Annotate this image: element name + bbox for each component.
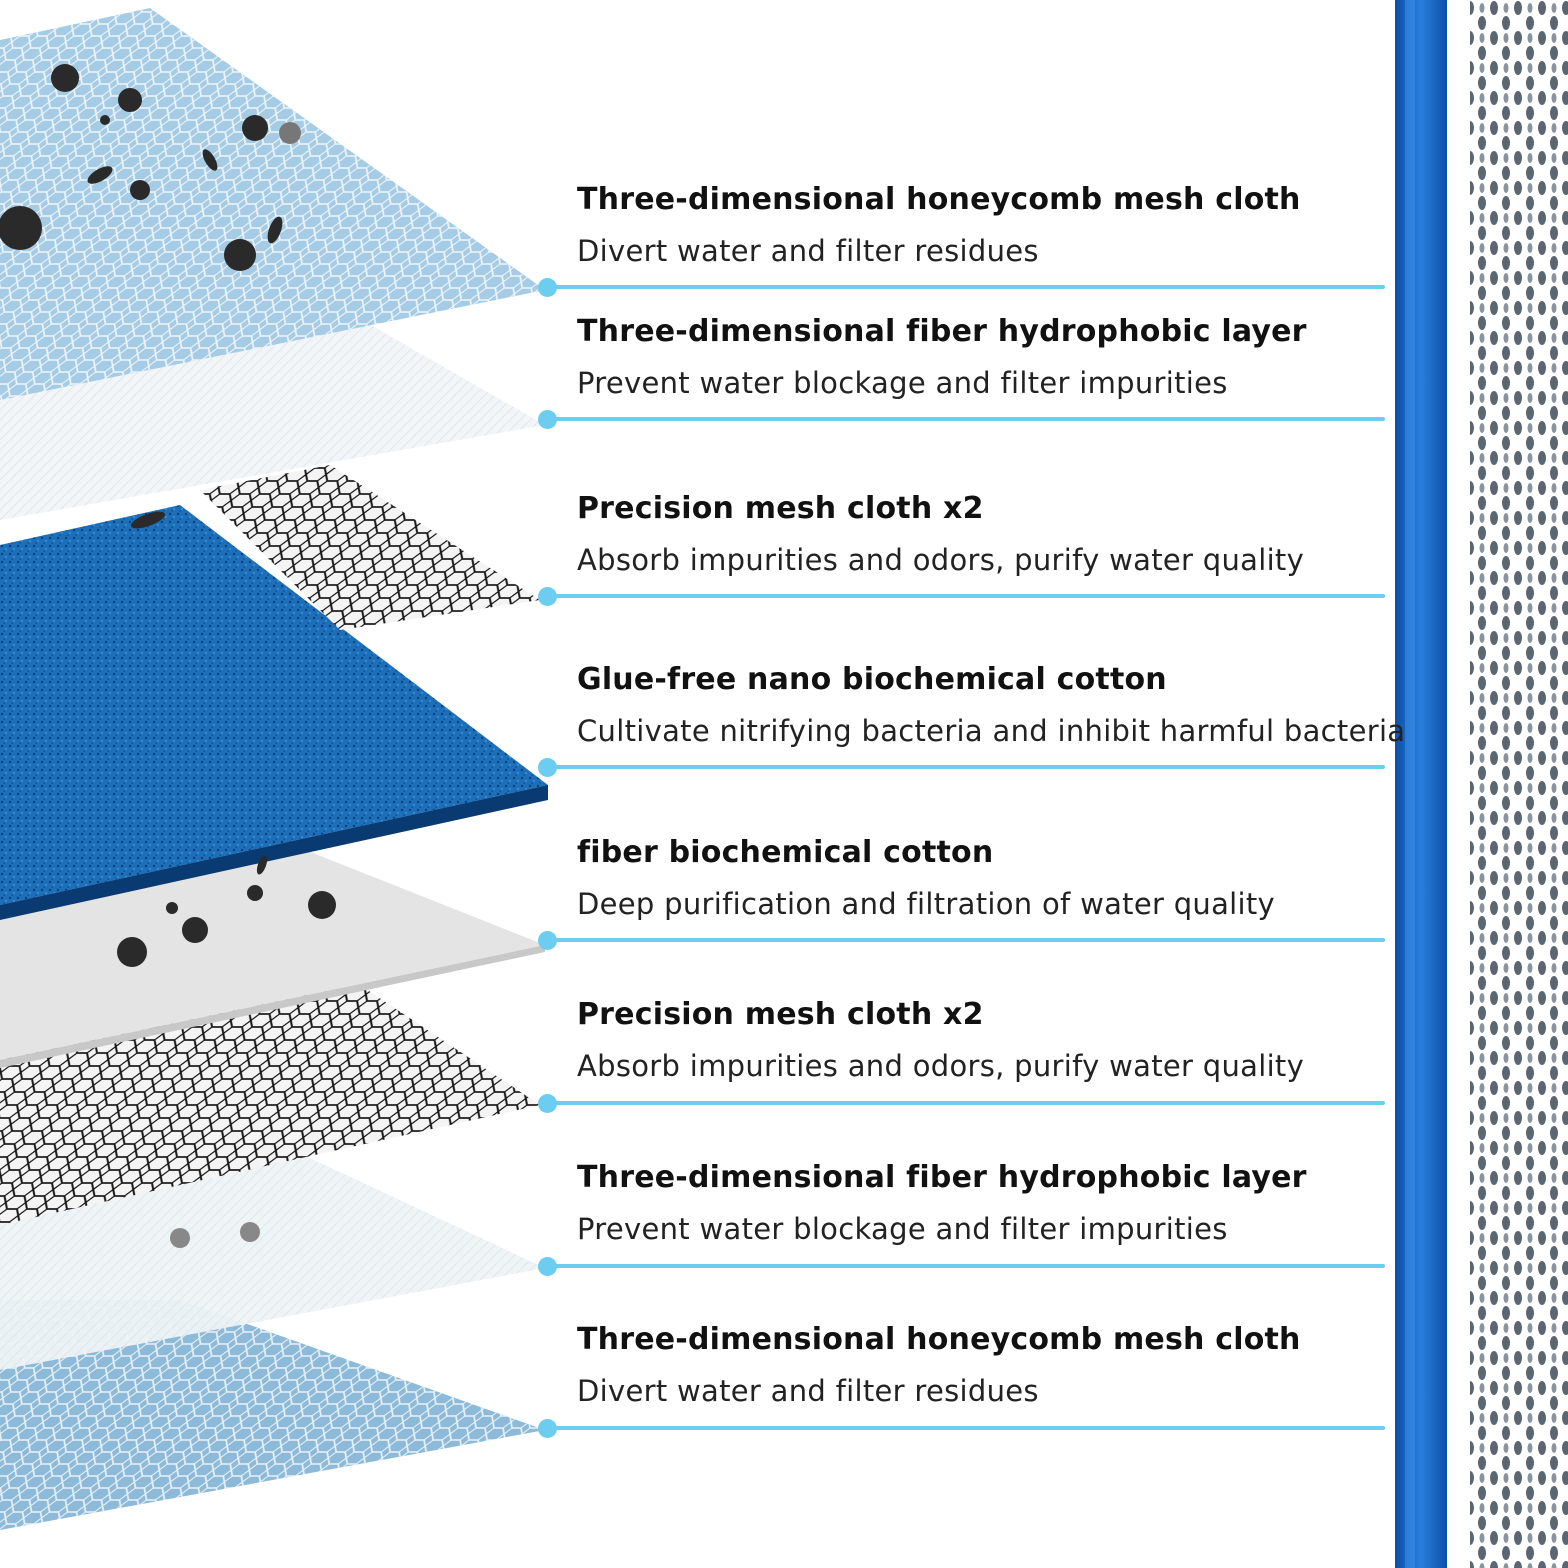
leader-line xyxy=(547,1264,1385,1268)
layer-title: Three-dimensional fiber hydrophobic layer xyxy=(577,1160,1307,1195)
layer-title: Precision mesh cloth x2 xyxy=(577,997,984,1032)
leader-dot xyxy=(538,587,557,606)
leader-line xyxy=(547,285,1385,289)
leader-dot xyxy=(538,931,557,950)
leader-dot xyxy=(538,1094,557,1113)
leader-line xyxy=(547,938,1385,942)
layer-description: Divert water and filter residues xyxy=(577,1374,1039,1408)
layer-title: fiber biochemical cotton xyxy=(577,835,994,870)
leader-line xyxy=(547,1101,1385,1105)
layer-title: Three-dimensional fiber hydrophobic layer xyxy=(577,314,1307,349)
leader-dot xyxy=(538,758,557,777)
leader-dot xyxy=(538,1419,557,1438)
leader-line xyxy=(547,1426,1385,1430)
layer-description: Prevent water blockage and filter impurities xyxy=(577,1212,1228,1246)
layer-description: Deep purification and filtration of water quality xyxy=(577,887,1276,921)
layer-title: Glue-free nano biochemical cotton xyxy=(577,662,1167,697)
layer-description: Absorb impurities and odors, purify water quality xyxy=(577,543,1305,577)
side-view-panel xyxy=(1395,0,1568,1568)
layer-title: Three-dimensional honeycomb mesh cloth xyxy=(577,182,1301,217)
layer-description: Cultivate nitrifying bacteria and inhibit harmful bacteria xyxy=(577,714,1406,748)
leader-line xyxy=(547,594,1385,598)
leader-line xyxy=(547,765,1385,769)
leader-dot xyxy=(538,1257,557,1276)
leader-line xyxy=(547,417,1385,421)
layer-description: Divert water and filter residues xyxy=(577,234,1039,268)
leader-dot xyxy=(538,278,557,297)
leader-dot xyxy=(538,410,557,429)
layer-title: Three-dimensional honeycomb mesh cloth xyxy=(577,1322,1301,1357)
layer-description: Absorb impurities and odors, purify water quality xyxy=(577,1049,1305,1083)
layer-title: Precision mesh cloth x2 xyxy=(577,491,984,526)
layer-description: Prevent water blockage and filter impurities xyxy=(577,366,1228,400)
sheet-honeycomb-top xyxy=(0,8,545,400)
